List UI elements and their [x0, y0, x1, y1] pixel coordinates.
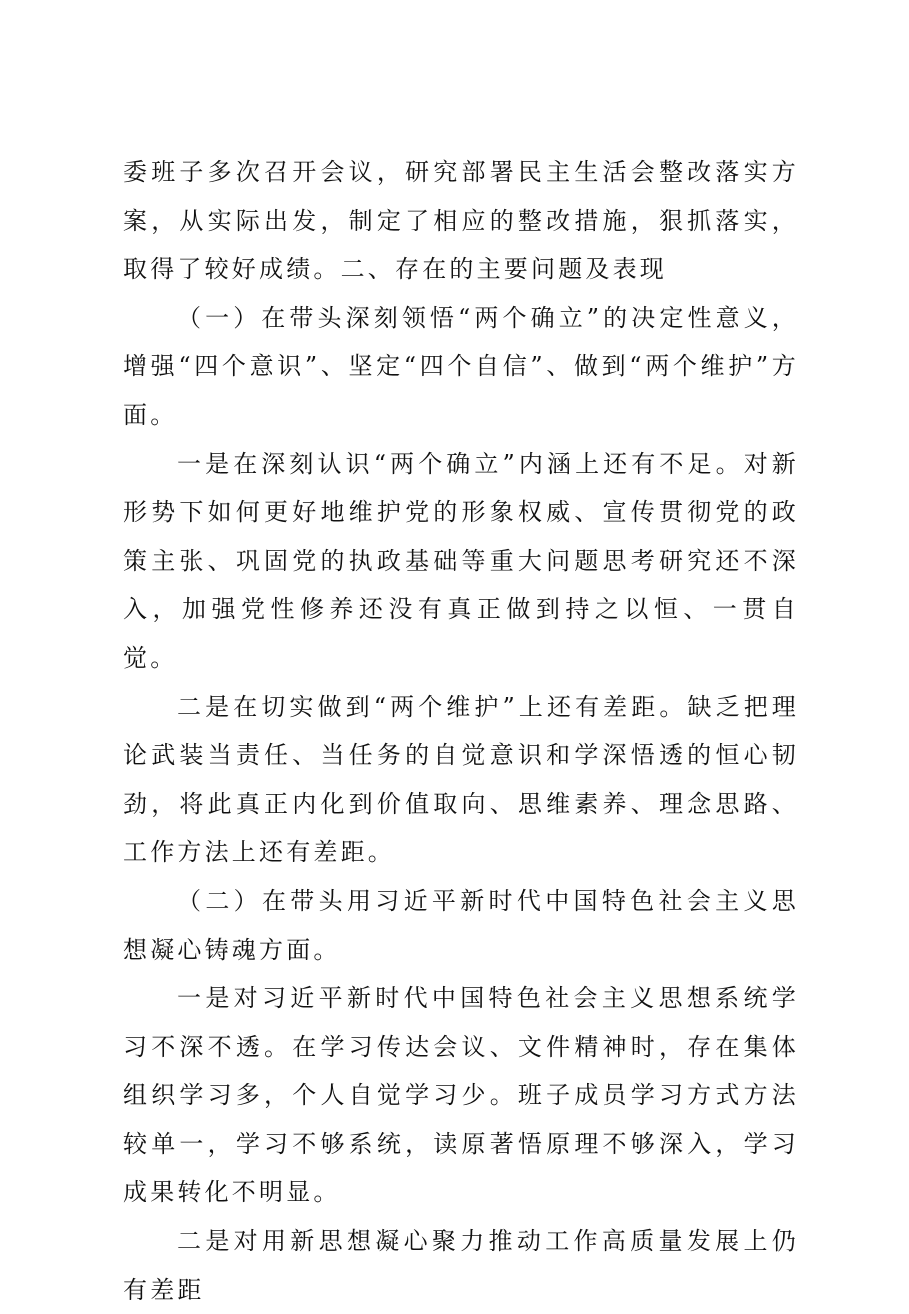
paragraph-section-one-heading: （一）在带头深刻领悟“两个确立”的决定性意义，增强“四个意识”、坚定“四个自信”、做到“两个维护”方面。 [123, 303, 799, 429]
paragraph-point-three: 一是对习近平新时代中国特色社会主义思想系统学习不深不透。在学习传达会议、文件精神时，存在集体组织学习多，个人自觉学习少。班子成员学习方式方法较单一，学习不够系统，读原著悟原理不够深入，学习成果转化不明显。 [123, 984, 799, 1207]
paragraph-point-four: 二是对用新思想凝心聚力推动工作高质量发展上仍有差距 [123, 1227, 799, 1304]
document-body [123, 148, 799, 1314]
paragraph-point-one: 一是在深刻认识“两个确立”内涵上还有不足。对新形势下如何更好地维护党的形象权威、宣传贯彻党的政策主张、巩固党的执政基础等重大问题思考研究还不深入，加强党性修养还没有真正做到持之以恒、一贯自觉。 [123, 449, 799, 672]
paragraph-section-two-heading: （二）在带头用习近平新时代中国特色社会主义思想凝心铸魂方面。 [123, 886, 799, 964]
paragraph-continuation: 委班子多次召开会议，研究部署民主生活会整改落实方案，从实际出发，制定了相应的整改措施，狠抓落实，取得了较好成绩。二、存在的主要问题及表现 [123, 158, 799, 284]
paragraph-point-two: 二是在切实做到“两个维护”上还有差距。缺乏把理论武装当责任、当任务的自觉意识和学深悟透的恒心韧劲，将此真正内化到价值取向、思维素养、理念思路、工作方法上还有差距。 [123, 692, 799, 867]
